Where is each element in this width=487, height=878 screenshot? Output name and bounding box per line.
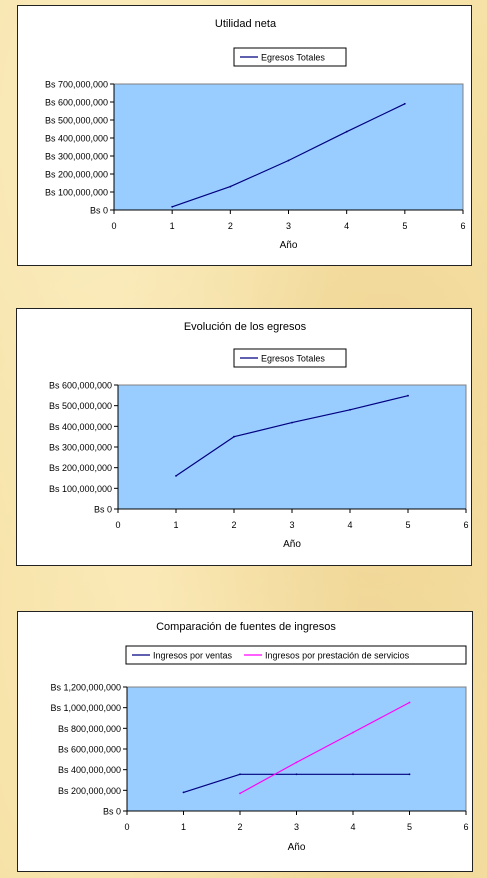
x-tick-label: 3: [289, 520, 295, 530]
y-tick-label: Bs 400,000,000: [57, 765, 121, 776]
legend-label: Egresos Totales: [261, 353, 325, 364]
x-axis-label: Año: [279, 240, 298, 251]
chart-utilidad-neta-svg: [18, 6, 473, 267]
chart-comparacion-ingresos: [17, 611, 473, 872]
y-tick-label: Bs 500,000,000: [44, 115, 108, 126]
y-tick-label: Bs 100,000,000: [44, 187, 108, 198]
x-tick-label: 5: [405, 520, 411, 530]
data-point: [296, 773, 298, 775]
data-point: [352, 773, 354, 775]
x-tick-label: 4: [347, 520, 353, 530]
data-point: [296, 762, 298, 764]
x-tick-label: 6: [463, 520, 469, 530]
data-point: [233, 436, 235, 438]
x-tick-label: 6: [460, 221, 466, 231]
x-tick-label: 3: [285, 221, 292, 231]
chart-utilidad-neta: [17, 5, 472, 266]
x-axis-label: Año: [287, 842, 306, 853]
x-tick-label: 0: [111, 221, 117, 231]
data-point: [404, 103, 406, 105]
data-point: [239, 773, 241, 775]
y-tick-label: Bs 300,000,000: [48, 442, 112, 453]
x-tick-label: 0: [115, 520, 121, 530]
data-point: [171, 206, 173, 208]
x-tick-label: 2: [231, 520, 237, 530]
y-tick-label: Bs 100,000,000: [48, 483, 112, 494]
y-tick-label: Bs 600,000,000: [44, 97, 108, 108]
y-tick-label: Bs 1,000,000,000: [50, 703, 121, 714]
x-tick-label: 1: [169, 221, 175, 231]
data-point: [288, 160, 290, 162]
data-point: [349, 409, 351, 411]
data-point: [229, 186, 231, 188]
y-tick-label: Bs 200,000,000: [48, 463, 112, 474]
x-tick-label: 5: [406, 822, 413, 832]
y-tick-label: Bs 500,000,000: [48, 401, 112, 412]
data-point: [183, 792, 185, 794]
y-tick-label: Bs 600,000,000: [57, 744, 121, 755]
legend-label: Ingresos por prestación de servicios: [265, 650, 410, 661]
data-point: [409, 702, 411, 704]
data-point: [175, 475, 177, 477]
data-point: [352, 732, 354, 734]
x-tick-label: 0: [124, 822, 130, 832]
y-tick-label: Bs 700,000,000: [44, 79, 108, 90]
x-tick-label: 1: [173, 520, 179, 530]
y-tick-label: Bs 0: [89, 205, 108, 216]
data-point: [291, 422, 293, 424]
chart-title: Utilidad neta: [214, 18, 277, 30]
data-point: [239, 793, 241, 795]
x-tick-label: 4: [350, 822, 356, 832]
legend-label: Ingresos por ventas: [153, 650, 233, 661]
y-tick-label: Bs 300,000,000: [44, 151, 108, 162]
y-tick-label: Bs 400,000,000: [48, 421, 112, 432]
x-tick-label: 3: [293, 822, 300, 832]
x-tick-label: 1: [180, 822, 187, 832]
y-tick-label: Bs 800,000,000: [57, 723, 121, 734]
legend-label: Egresos Totales: [261, 52, 325, 63]
x-tick-label: 2: [237, 822, 243, 832]
data-point: [407, 395, 409, 397]
chart-evolucion-egresos-svg: [17, 309, 473, 567]
y-tick-label: Bs 200,000,000: [57, 785, 121, 796]
x-axis-label: Año: [283, 539, 301, 550]
plot-area: [114, 84, 463, 210]
y-tick-label: Bs 1,200,000,000: [50, 682, 121, 693]
plot-area: [127, 687, 466, 811]
y-tick-label: Bs 400,000,000: [44, 133, 108, 144]
x-tick-label: 2: [227, 221, 233, 231]
chart-evolucion-egresos: [16, 308, 472, 566]
x-tick-label: 5: [402, 221, 408, 231]
data-point: [409, 773, 411, 775]
x-tick-label: 6: [463, 822, 469, 832]
chart-title: Evolución de los egresos: [183, 321, 307, 333]
plot-area: [118, 385, 466, 509]
chart-comparacion-ingresos-svg: [18, 612, 474, 873]
y-tick-label: Bs 600,000,000: [48, 380, 112, 391]
chart-title: Comparación de fuentes de ingresos: [156, 621, 336, 633]
data-point: [346, 131, 348, 133]
x-tick-label: 4: [344, 221, 350, 231]
y-tick-label: Bs 0: [93, 504, 112, 515]
y-tick-label: Bs 200,000,000: [44, 169, 108, 180]
y-tick-label: Bs 0: [102, 806, 121, 817]
